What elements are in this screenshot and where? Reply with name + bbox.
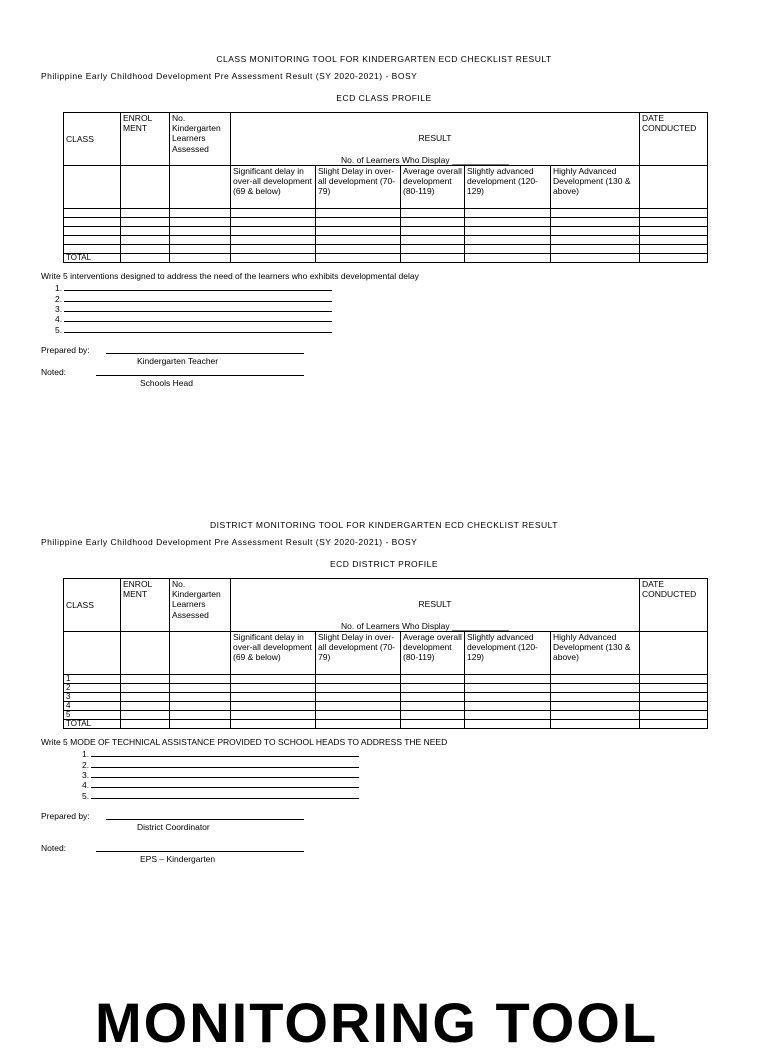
section1-noted-label: Noted: bbox=[41, 367, 67, 377]
data-cell bbox=[316, 245, 401, 254]
section1-profile: ECD CLASS PROFILE bbox=[336, 93, 432, 103]
list-item: 4. bbox=[55, 315, 332, 324]
table-row bbox=[64, 675, 708, 684]
row-label: TOTAL bbox=[64, 254, 121, 263]
section2-prepared-label: Prepared by: bbox=[41, 811, 90, 821]
data-cell bbox=[231, 720, 316, 729]
table-row bbox=[64, 702, 708, 711]
data-cell bbox=[170, 720, 231, 729]
data-cell bbox=[316, 693, 401, 702]
data-cell bbox=[465, 245, 551, 254]
data-cell bbox=[121, 693, 170, 702]
data-cell bbox=[640, 236, 708, 245]
data-cell bbox=[465, 236, 551, 245]
data-cell bbox=[231, 693, 316, 702]
data-cell bbox=[551, 209, 640, 218]
data-cell bbox=[401, 684, 465, 693]
table-row bbox=[64, 209, 708, 218]
blank-line[interactable] bbox=[91, 766, 359, 768]
data-cell bbox=[401, 209, 465, 218]
data-cell bbox=[465, 209, 551, 218]
data-cell bbox=[170, 218, 231, 227]
list-item: 2. bbox=[82, 761, 359, 770]
data-cell bbox=[316, 711, 401, 720]
data-cell bbox=[316, 209, 401, 218]
data-cell bbox=[551, 693, 640, 702]
category-average: Average overall development (80-119) bbox=[401, 166, 465, 209]
header-enrolment: ENROL MENT bbox=[121, 113, 170, 166]
row-label bbox=[64, 218, 121, 227]
blank-line[interactable] bbox=[91, 797, 359, 799]
data-cell bbox=[316, 720, 401, 729]
learners-display-label: No. of Learners Who Display ____________ bbox=[341, 154, 509, 165]
table-row bbox=[64, 218, 708, 227]
section1-instruction: Write 5 interventions designed to address the need of the learners who exhibits developmental delay bbox=[41, 271, 419, 281]
data-cell bbox=[231, 711, 316, 720]
data-cell bbox=[640, 245, 708, 254]
data-cell bbox=[170, 227, 231, 236]
list-item: 3. bbox=[82, 771, 359, 780]
header-date: DATE CONDUCTED bbox=[640, 113, 708, 166]
table-row bbox=[64, 245, 708, 254]
data-cell bbox=[401, 675, 465, 684]
data-cell bbox=[551, 711, 640, 720]
data-cell bbox=[465, 702, 551, 711]
data-cell bbox=[551, 218, 640, 227]
data-cell bbox=[551, 236, 640, 245]
blank-line[interactable] bbox=[64, 331, 332, 333]
table-row bbox=[64, 227, 708, 236]
data-cell bbox=[551, 684, 640, 693]
data-cell bbox=[465, 684, 551, 693]
row-label: 4 bbox=[64, 702, 121, 711]
list-item: 3. bbox=[55, 305, 332, 314]
data-cell bbox=[401, 702, 465, 711]
data-cell bbox=[401, 227, 465, 236]
data-cell bbox=[121, 209, 170, 218]
category-significant-delay: Significant delay in over-all development (69 & below) bbox=[231, 166, 316, 209]
section1-noted-signature-line[interactable] bbox=[96, 375, 304, 376]
data-cell bbox=[170, 245, 231, 254]
data-cell bbox=[316, 236, 401, 245]
category-highly-advanced: Highly Advanced Development (130 & above) bbox=[551, 632, 640, 675]
data-cell bbox=[551, 702, 640, 711]
data-cell bbox=[121, 218, 170, 227]
header-result bbox=[231, 113, 640, 166]
data-cell bbox=[401, 720, 465, 729]
table-row bbox=[64, 236, 708, 245]
data-cell bbox=[640, 720, 708, 729]
data-cell bbox=[640, 218, 708, 227]
data-cell bbox=[170, 711, 231, 720]
category-average: Average overall development (80-119) bbox=[401, 632, 465, 675]
district-profile-table bbox=[63, 578, 708, 729]
data-cell bbox=[170, 675, 231, 684]
section1-subtitle: Philippine Early Childhood Development Pre Assessment Result (SY 2020-2021) - BOSY bbox=[41, 71, 418, 81]
data-cell bbox=[121, 245, 170, 254]
row-label bbox=[64, 236, 121, 245]
category-highly-advanced: Highly Advanced Development (130 & above) bbox=[551, 166, 640, 209]
section2-profile: ECD DISTRICT PROFILE bbox=[329, 559, 439, 569]
data-cell bbox=[231, 675, 316, 684]
header-assessed: No. Kindergarten Learners Assessed bbox=[170, 113, 231, 166]
list-item: 1. bbox=[55, 284, 332, 293]
table-row bbox=[64, 720, 708, 729]
table-row bbox=[64, 684, 708, 693]
blank-line[interactable] bbox=[64, 289, 332, 291]
blank-line[interactable] bbox=[64, 320, 332, 322]
list-item: 2. bbox=[55, 295, 332, 304]
learners-display-label: No. of Learners Who Display ____________ bbox=[341, 620, 509, 631]
header-assessed: No. Kindergarten Learners Assessed bbox=[170, 579, 231, 632]
row-label: TOTAL bbox=[64, 720, 121, 729]
data-cell bbox=[231, 227, 316, 236]
table-row bbox=[64, 693, 708, 702]
data-cell bbox=[465, 254, 551, 263]
section2-noted-label: Noted: bbox=[41, 843, 67, 853]
data-cell bbox=[401, 236, 465, 245]
section1-prepared-role: Kindergarten Teacher bbox=[137, 356, 219, 366]
data-cell bbox=[401, 254, 465, 263]
row-label bbox=[64, 227, 121, 236]
data-cell bbox=[231, 702, 316, 711]
data-cell bbox=[316, 702, 401, 711]
data-cell bbox=[231, 218, 316, 227]
data-cell bbox=[316, 254, 401, 263]
data-cell bbox=[231, 245, 316, 254]
section2-noted-signature-line[interactable] bbox=[96, 851, 304, 852]
data-cell bbox=[465, 218, 551, 227]
header-enrolment: ENROL MENT bbox=[121, 579, 170, 632]
data-cell bbox=[640, 209, 708, 218]
data-cell bbox=[170, 684, 231, 693]
category-slight-delay: Slight Delay in over-all development (70-79) bbox=[316, 166, 401, 209]
data-cell bbox=[121, 684, 170, 693]
section1-prepared-label: Prepared by: bbox=[41, 345, 90, 355]
data-cell bbox=[640, 711, 708, 720]
data-cell bbox=[316, 218, 401, 227]
data-cell bbox=[465, 693, 551, 702]
data-cell bbox=[121, 675, 170, 684]
blank-line[interactable] bbox=[91, 755, 359, 757]
data-cell bbox=[640, 693, 708, 702]
category-slight-delay: Slight Delay in over-all development (70-79) bbox=[316, 632, 401, 675]
section2-prepared-signature-line[interactable] bbox=[106, 819, 304, 820]
data-cell bbox=[465, 720, 551, 729]
data-cell bbox=[121, 720, 170, 729]
row-label: 2 bbox=[64, 684, 121, 693]
section2-subtitle: Philippine Early Childhood Development Pre Assessment Result (SY 2020-2021) - BOSY bbox=[41, 537, 418, 547]
data-cell bbox=[551, 675, 640, 684]
list-item: 5. bbox=[82, 792, 359, 801]
list-item: 4. bbox=[82, 781, 359, 790]
header-date: DATE CONDUCTED bbox=[640, 579, 708, 632]
footer-heading: MONITORING TOOL bbox=[95, 991, 659, 1054]
data-cell bbox=[170, 693, 231, 702]
data-cell bbox=[121, 711, 170, 720]
data-cell bbox=[231, 236, 316, 245]
data-cell bbox=[401, 218, 465, 227]
data-cell bbox=[121, 227, 170, 236]
header-class: CLASS bbox=[64, 579, 121, 632]
section1-prepared-signature-line[interactable] bbox=[106, 353, 304, 354]
data-cell bbox=[231, 684, 316, 693]
data-cell bbox=[401, 245, 465, 254]
data-cell bbox=[170, 702, 231, 711]
data-cell bbox=[121, 236, 170, 245]
blank-line[interactable] bbox=[64, 310, 332, 312]
section2-title: DISTRICT MONITORING TOOL FOR KINDERGARTEN ECD CHECKLIST RESULT bbox=[210, 520, 558, 530]
data-cell bbox=[170, 236, 231, 245]
data-cell bbox=[640, 684, 708, 693]
section2-prepared-role: District Coordinator bbox=[137, 822, 210, 832]
row-label bbox=[64, 209, 121, 218]
blank-line[interactable] bbox=[64, 300, 332, 302]
header-class: CLASS bbox=[64, 113, 121, 166]
data-cell bbox=[551, 254, 640, 263]
data-cell bbox=[231, 254, 316, 263]
section2-noted-role: EPS – Kindergarten bbox=[140, 854, 216, 864]
row-label: 3 bbox=[64, 693, 121, 702]
data-cell bbox=[316, 675, 401, 684]
data-cell bbox=[121, 254, 170, 263]
row-label bbox=[64, 245, 121, 254]
blank-line[interactable] bbox=[91, 776, 359, 778]
table-row bbox=[64, 711, 708, 720]
row-label: 1 bbox=[64, 675, 121, 684]
category-slightly-advanced: Slightly advanced development (120-129) bbox=[465, 632, 551, 675]
data-cell bbox=[401, 711, 465, 720]
data-cell bbox=[465, 711, 551, 720]
data-cell bbox=[121, 702, 170, 711]
data-cell bbox=[316, 684, 401, 693]
data-cell bbox=[401, 693, 465, 702]
table-row bbox=[64, 254, 708, 263]
data-cell bbox=[465, 227, 551, 236]
section2-instruction: Write 5 MODE OF TECHNICAL ASSISTANCE PROVIDED TO SCHOOL HEADS TO ADDRESS THE NEED bbox=[41, 737, 448, 747]
list-item: 1. bbox=[82, 750, 359, 759]
class-profile-table bbox=[63, 112, 708, 263]
result-label: RESULT bbox=[418, 133, 452, 143]
category-slightly-advanced: Slightly advanced development (120-129) bbox=[465, 166, 551, 209]
data-cell bbox=[551, 720, 640, 729]
data-cell bbox=[640, 702, 708, 711]
data-cell bbox=[465, 675, 551, 684]
result-label: RESULT bbox=[418, 599, 452, 609]
category-significant-delay: Significant delay in over-all development (69 & below) bbox=[231, 632, 316, 675]
data-cell bbox=[640, 675, 708, 684]
data-cell bbox=[551, 245, 640, 254]
data-cell bbox=[231, 209, 316, 218]
data-cell bbox=[170, 209, 231, 218]
list-item: 5. bbox=[55, 326, 332, 335]
blank-line[interactable] bbox=[91, 786, 359, 788]
data-cell bbox=[170, 254, 231, 263]
data-cell bbox=[316, 227, 401, 236]
data-cell bbox=[551, 227, 640, 236]
data-cell bbox=[640, 227, 708, 236]
data-cell bbox=[640, 254, 708, 263]
header-result bbox=[231, 579, 640, 632]
row-label: 5 bbox=[64, 711, 121, 720]
section1-noted-role: Schools Head bbox=[140, 378, 193, 388]
section1-title: CLASS MONITORING TOOL FOR KINDERGARTEN ECD CHECKLIST RESULT bbox=[216, 54, 552, 64]
